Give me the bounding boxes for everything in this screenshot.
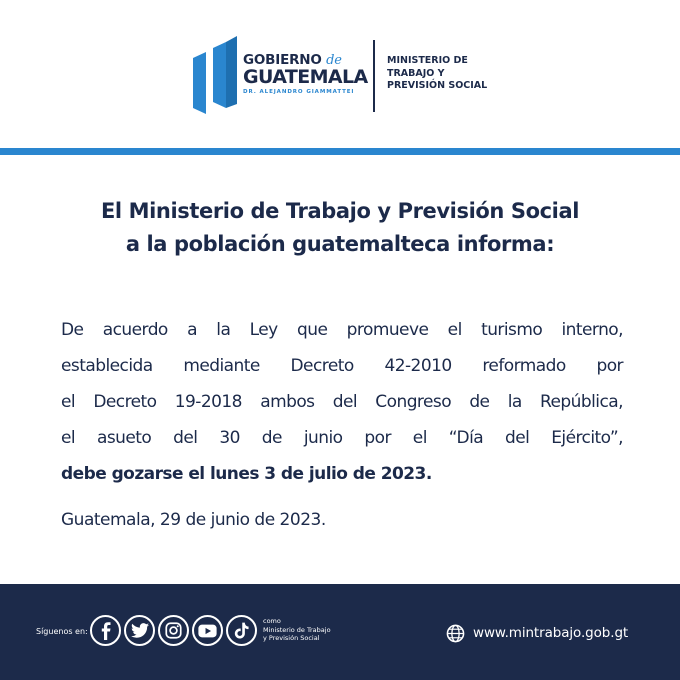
website-link[interactable]	[446, 623, 628, 643]
twitter-icon	[131, 623, 149, 638]
date-line: Guatemala, 29 de junio de 2023.	[61, 510, 326, 530]
headline-line1: El Ministerio de Trabajo y Previsión Social	[100, 199, 580, 223]
footer	[0, 584, 680, 680]
paragraph-line: el Decreto 19-2018 ambos del Congreso de la República,	[61, 392, 623, 412]
gobierno-logo-text	[243, 52, 368, 95]
gobierno-logo-mark-icon	[193, 36, 237, 114]
youtube-link[interactable]	[192, 615, 223, 646]
youtube-icon	[198, 624, 217, 638]
headline	[40, 195, 640, 261]
ministry-name: MINISTERIO DE TRABAJO Y PREVISIÓN SOCIAL	[387, 55, 488, 91]
gobierno-logo	[193, 36, 368, 116]
instagram-link[interactable]	[158, 615, 189, 646]
headline-line2: a la población guatemalteca informa:	[125, 232, 555, 256]
globe-icon	[446, 624, 465, 643]
gobierno-logo-line2: GUATEMALA	[243, 66, 368, 88]
header-stripe	[0, 148, 680, 155]
facebook-link[interactable]	[90, 615, 121, 646]
paragraph-bold-line: debe gozarse el lunes 3 de julio de 2023.	[61, 464, 432, 484]
facebook-icon	[98, 622, 114, 640]
gobierno-logo-line1: GOBIERNO de	[243, 52, 342, 68]
paragraph-line: De acuerdo a la Ley que promueve el turismo interno,	[61, 320, 623, 340]
website-url: www.mintrabajo.gob.gt	[473, 625, 629, 641]
twitter-link[interactable]	[124, 615, 155, 646]
paragraph-line: el asueto del 30 de junio por el “Día del Ejército”,	[61, 428, 623, 448]
como-text: como Ministerio de Trabajo y Previsión Social	[263, 617, 331, 642]
tiktok-icon	[234, 622, 249, 639]
header	[0, 0, 680, 148]
announcement-paragraph	[61, 312, 623, 492]
follow-label: Síguenos en:	[36, 627, 88, 636]
header-divider	[373, 40, 375, 112]
tiktok-link[interactable]	[226, 615, 257, 646]
instagram-icon	[165, 622, 182, 639]
paragraph-line: establecida mediante Decreto 42-2010 reformado por	[61, 356, 623, 376]
gobierno-logo-line3: DR. ALEJANDRO GIAMMATTEI	[243, 89, 355, 95]
